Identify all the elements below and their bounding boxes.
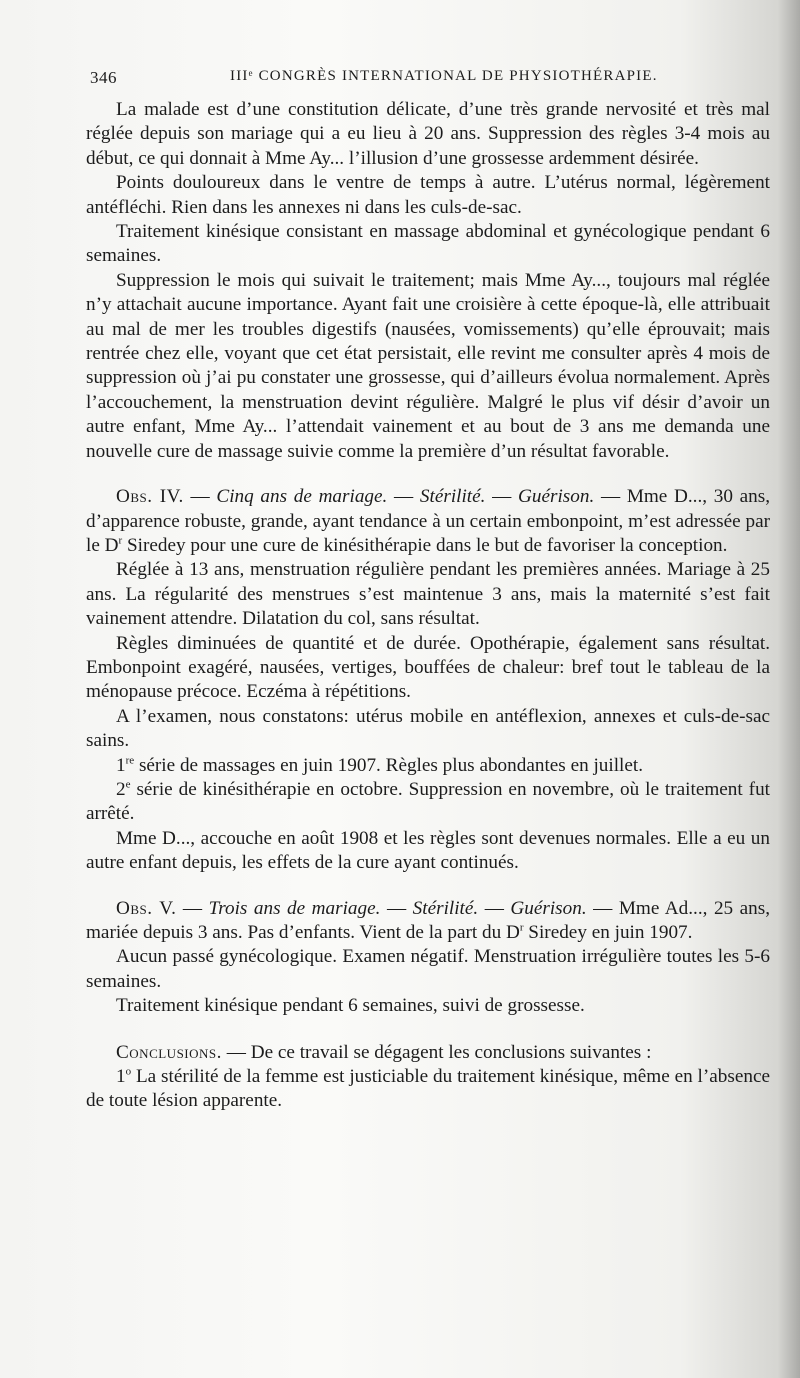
superscript: re <box>125 754 135 767</box>
dash: — <box>387 486 420 508</box>
paragraph-menstrual-history: Réglée à 13 ans, menstruation régulière pendant les premières années. Mariage à 25 ans. La régularité des menstrues s’est maintenue 3 ans, mais la maternité s’est fait vainement attendre. Dilatation du col, sans résultat. <box>86 559 770 630</box>
page-number: 346 <box>90 68 117 87</box>
observation-title: Cinq ans de mariage. <box>216 486 388 508</box>
paragraph-treatment-2: Traitement kinésique pendant 6 semaines, suivi de grossesse. <box>116 995 585 1017</box>
observation-label: Obs. V. <box>116 897 177 919</box>
observation-text: — Mme Ad..., 25 ans, mariée depuis 3 ans. Pas d’enfants. Vient de la part du D <box>86 897 771 943</box>
dash: — <box>183 486 217 508</box>
superscript: r <box>118 534 123 547</box>
paragraph-first-series <box>86 754 770 778</box>
paragraph-text: série de massages en juin 1907. Règles plus abondantes en juillet. <box>134 754 644 776</box>
observation-5-heading <box>86 897 770 946</box>
paragraph-second-series <box>86 778 770 827</box>
conclusions-text: — De ce travail se dégagent les conclusions suivantes : <box>221 1041 652 1063</box>
paragraph-treatment: Traitement kinésique consistant en massage abdominal et gynécologique pendant 6 semaines. <box>86 221 770 267</box>
observation-diagnosis: Stérilité. <box>419 486 486 508</box>
conclusions-heading <box>86 1041 770 1065</box>
paragraph-text: série de kinésithérapie en octobre. Suppression en novembre, où le traitement fut arrêté. <box>86 778 770 825</box>
paragraph-outcome: Suppression le mois qui suivait le traitement; mais Mme Ay..., toujours mal réglée n’y attachait aucune importance. Ayant fait une croisière à cette époque-là, elle attribuait au mal de mer les troubles digestifs (nausées, vomissements) qu’elle éprouvait; mais rentrée chez elle, voyant que cet état persistait, elle revint me consulter après 4 mois de suppression où j’ai pu constater une grossesse, qui d’ailleurs évolua normalement. Après l’accouchement, la menstruation devint régulière. Malgré le plus vif désir d’avoir un autre enfant, Mme Ay... l’attendait vainement et au bout de 3 ans me demanda une nouvelle cure de massage suivie comme la première d’un résultat favorable. <box>86 269 770 462</box>
body-text <box>86 98 770 1114</box>
ordinal-number: 1 <box>116 1066 126 1088</box>
paragraph-case-history: La malade est d’une constitution délicate, d’une très grande nervosité et très mal réglée depuis son mariage qui a eu lieu à 20 ans. Suppression des règles 3-4 mois au début, ce qui donnait à Mme Ay... l’illusion d’une grossesse ardemment désirée. <box>86 99 770 169</box>
observation-text: Siredey pour une cure de kinésithérapie dans le but de favoriser la conception. <box>122 534 728 556</box>
superscript: o <box>125 1065 132 1078</box>
paragraph-symptoms-2: Règles diminuées de quantité et de durée. Opothérapie, également sans résultat. Embonpoint exagéré, nausées, vertiges, bouffées de chaleur: bref tout le tableau de la ménopause précoce. Eczéma à répétitions. <box>86 632 770 703</box>
running-head <box>90 68 770 94</box>
observation-result: Guérison. <box>510 897 587 919</box>
superscript: e <box>125 778 131 791</box>
observation-text: — Mme D..., 30 ans, d’apparence robuste, grande, ayant tendance à un certain embonpoint, m’est adressée par le D <box>86 486 771 556</box>
observation-result: Guérison. <box>518 486 595 508</box>
ordinal-number: 2 <box>116 778 126 800</box>
conclusions-label: Conclusions. <box>116 1041 222 1063</box>
ordinal-number: 1 <box>116 754 126 776</box>
dash: — <box>176 897 209 919</box>
observation-diagnosis: Stérilité. <box>412 897 479 919</box>
dash: — <box>485 486 519 508</box>
observation-text: Siredey en juin 1907. <box>523 922 693 943</box>
dash: — <box>478 897 511 919</box>
observation-4-heading <box>86 485 770 558</box>
paragraph-gyn-history: Aucun passé gynécologique. Examen négatif. Menstruation irrégulière toutes les 5-6 semaines. <box>86 946 770 992</box>
conclusion-1 <box>86 1065 770 1114</box>
superscript: r <box>519 921 524 934</box>
paragraph-result: Mme D..., accouche en août 1908 et les règles sont devenues normales. Elle a eu un autre enfant depuis, les effets de la cure ayant continués. <box>86 827 770 874</box>
observation-label: Obs. IV. <box>116 486 184 508</box>
paragraph-symptoms: Points douloureux dans le ventre de temps à autre. L’utérus normal, légèrement antéfléchi. Rien dans les annexes ni dans les culs-de-sac. <box>86 172 770 218</box>
dash: — <box>380 897 413 919</box>
page-gutter-shadow <box>778 0 800 1378</box>
paragraph-text: La stérilité de la femme est justiciable du traitement kinésique, même en l’absence de toute lésion apparente. <box>86 1066 770 1112</box>
running-title: IIIᵉ CONGRÈS INTERNATIONAL DE PHYSIOTHÉRAPIE. <box>230 68 658 84</box>
observation-title: Trois ans de mariage. <box>208 897 381 919</box>
paragraph-examination: A l’examen, nous constatons: utérus mobile en antéflexion, annexes et culs-de-sac sains. <box>86 705 770 752</box>
